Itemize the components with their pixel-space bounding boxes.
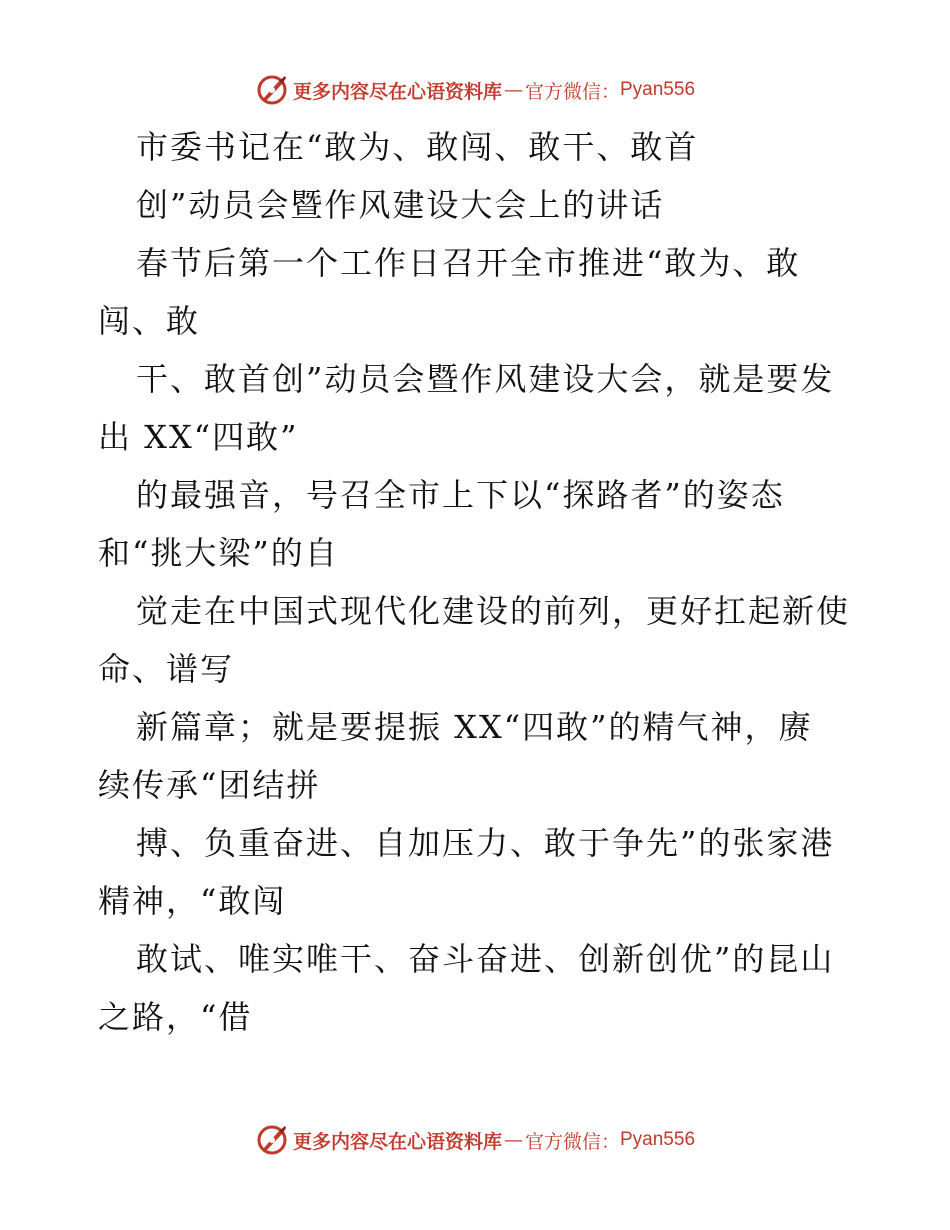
- text-line: 续传承“团结拼: [98, 766, 321, 804]
- footer-banner: [0, 1120, 950, 1160]
- text-line: 觉走在中国式现代化建设的前列，更好扛起新使: [136, 592, 851, 630]
- text-line: 市委书记在“敢为、敢闯、敢干、敢首: [136, 128, 699, 166]
- document-body: [98, 118, 858, 1046]
- text-line: 创”动员会暨作风建设大会上的讲话: [136, 186, 665, 224]
- text-line: 春节后第一个工作日召开全市推进“敢为、敢: [136, 244, 801, 282]
- banner-separator: —: [503, 1129, 523, 1151]
- banner-title: 更多内容尽在心语资料库: [292, 1130, 502, 1153]
- text-line: 敢试、唯实唯干、奋斗奋进、创新创优”的昆山: [136, 940, 835, 978]
- text-line: 新篇章；就是要提振 XX“四敢”的精气神，赓: [136, 708, 813, 746]
- text-line: 搏、负重奋进、自加压力、敢于争先”的张家港: [136, 824, 835, 862]
- banner-wechat-id: Pyan556: [620, 1129, 696, 1150]
- text-line: 闯、敢: [98, 302, 201, 340]
- quill-logo-icon: [255, 1123, 289, 1157]
- header-banner: [0, 70, 950, 110]
- quill-logo-icon: [255, 73, 289, 107]
- banner-title: 更多内容尽在心语资料库: [292, 80, 502, 103]
- banner-wechat-label: 官方微信：: [524, 80, 620, 103]
- text-line: 和“挑大梁”的自: [98, 534, 339, 572]
- text-line: 命、谱写: [98, 650, 235, 688]
- text-line: 之路，“借: [98, 998, 253, 1036]
- text-line: 干、敢首创”动员会暨作风建设大会，就是要发: [136, 360, 835, 398]
- banner-separator: —: [503, 79, 523, 101]
- text-line: 出 XX“四敢”: [98, 418, 299, 456]
- text-line: 精神，“敢闯: [98, 882, 287, 920]
- banner-wechat-label: 官方微信：: [524, 1130, 620, 1153]
- banner-wechat-id: Pyan556: [620, 79, 696, 100]
- text-line: 的最强音，号召全市上下以“探路者”的姿态: [136, 476, 785, 514]
